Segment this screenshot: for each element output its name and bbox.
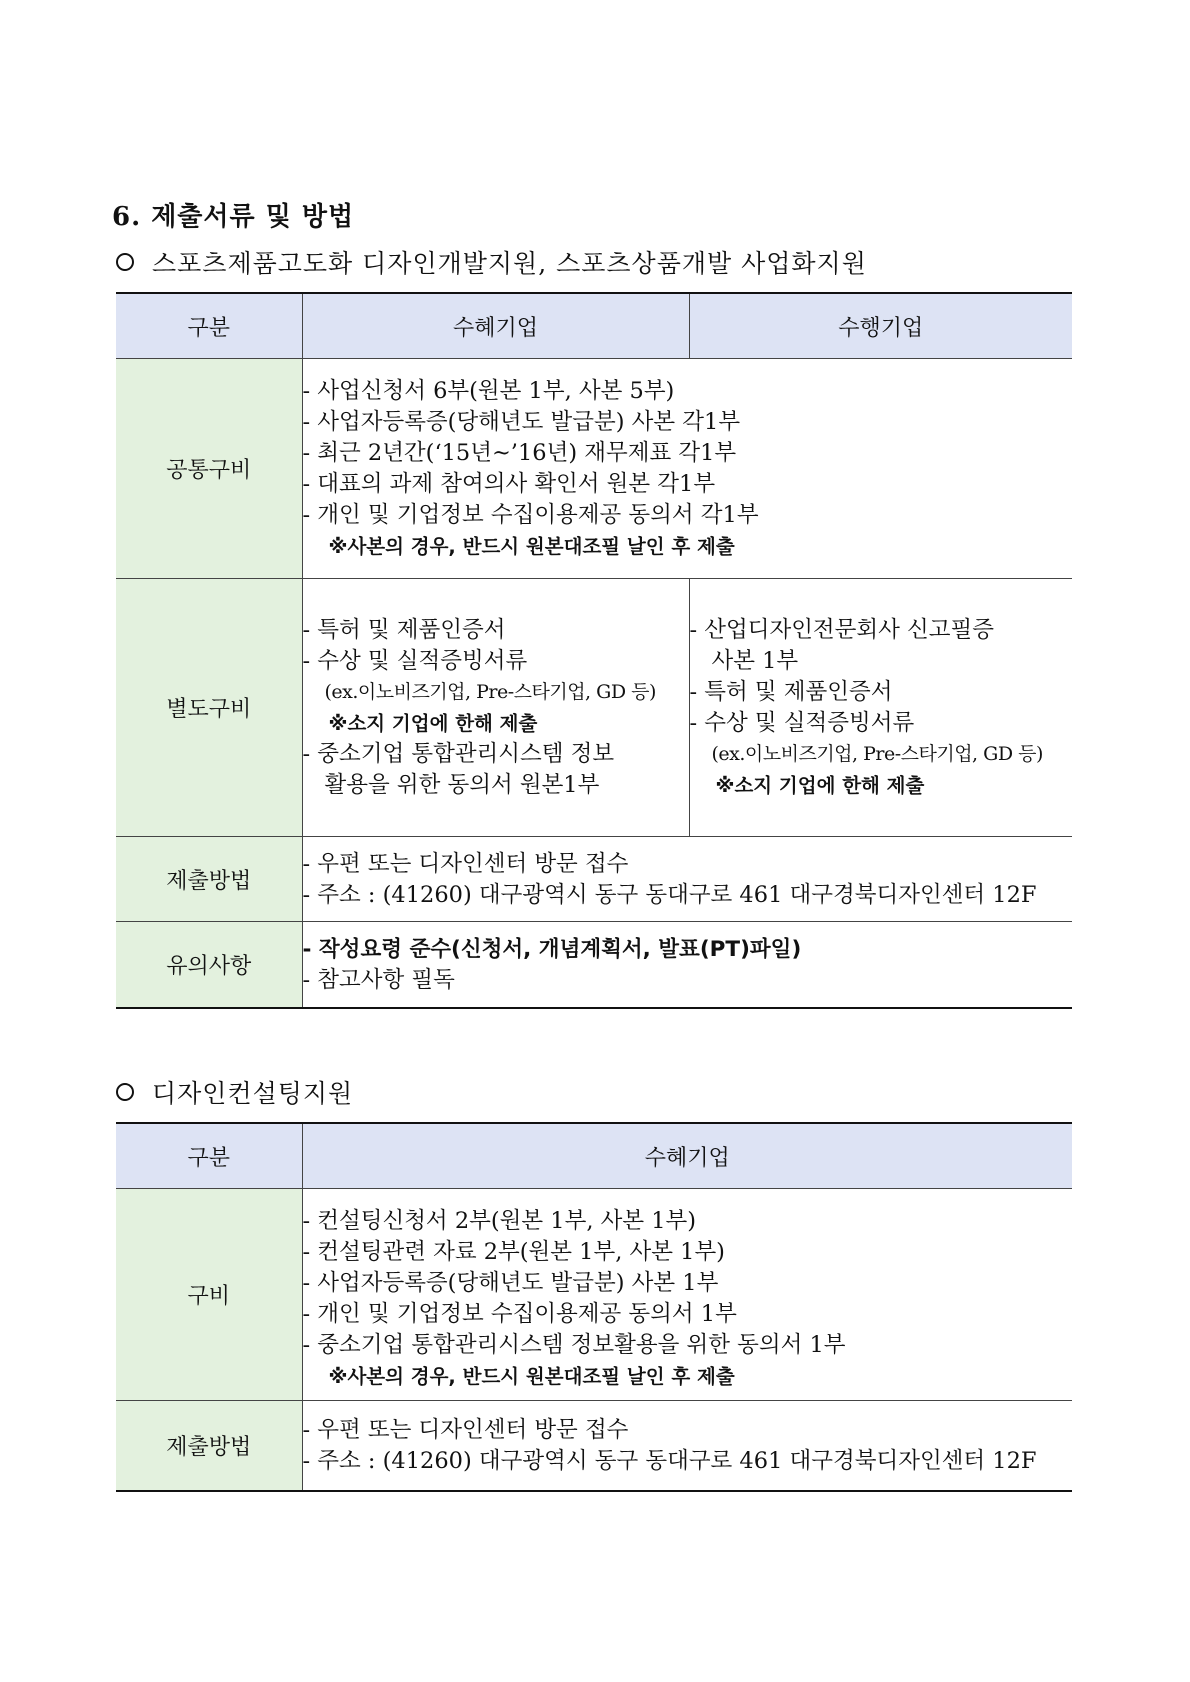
row-label-required: 구비 [116,1189,302,1401]
list-item: - 특허 및 제품인증서 [302,616,506,643]
list-item: - 수상 및 실적증빙서류 [689,709,915,736]
documents-table-2 [116,1122,1072,1492]
list-item: - 우편 또는 디자인센터 방문 접수 [302,851,629,877]
caution-cell [302,922,1072,1008]
table-row-method [116,837,1072,922]
list-item-example: (ex.이노비즈기업, Pre-스타기업, GD 등) [324,680,656,703]
list-item: - 개인 및 기업정보 수집이용제공 동의서 각1부 [302,501,759,528]
section-title: 6. 제출서류 및 방법 [112,202,355,232]
table-row-caution [116,922,1072,1008]
header-beneficiary: 수혜기업 [302,1123,1072,1189]
table-row-common [116,359,1072,579]
table-row-method [116,1401,1072,1491]
note-text: ※사본의 경우, 반드시 원본대조필 날인 후 제출 [328,534,735,558]
row-label-method: 제출방법 [116,1401,302,1491]
list-item-continued: 사본 1부 [711,647,799,674]
header-category: 구분 [116,293,302,359]
method-cell [302,1401,1072,1491]
list-item: - 컨설팅관련 자료 2부(원본 1부, 사본 1부) [302,1238,725,1265]
list-item-emphasis: - 작성요령 준수(신청서, 개념계획서, 발표(PT)파일) [302,937,802,963]
list-item: - 중소기업 통합관리시스템 정보 [302,740,615,767]
row-label-separate: 별도구비 [116,579,302,837]
subsection-title-text: 스포츠제품고도화 디자인개발지원, 스포츠상품개발 사업화지원 [152,249,867,278]
subsection-title-2 [112,1074,353,1110]
table-row-separate [116,579,1072,837]
row-label-caution: 유의사항 [116,922,302,1008]
list-item-continued: 활용을 위한 동의서 원본1부 [324,771,600,798]
subsection-title-text: 디자인컨설팅지원 [152,1079,354,1108]
list-item: - 산업디자인전문회사 신고필증 [689,616,994,643]
list-item-example: (ex.이노비즈기업, Pre-스타기업, GD 등) [711,742,1043,765]
method-cell [302,837,1072,922]
header-category: 구분 [116,1123,302,1189]
subsection-title-1 [112,244,867,280]
list-item: - 주소 : (41260) 대구광역시 동구 동대구로 461 대구경북디자인센터 12F [302,1448,1037,1475]
list-item: - 사업신청서 6부(원본 1부, 사본 5부) [302,377,675,404]
documents-table-1 [116,292,1072,1009]
header-beneficiary: 수혜기업 [302,293,689,359]
list-item: - 컨설팅신청서 2부(원본 1부, 사본 1부) [302,1207,697,1234]
separate-performer-cell [689,579,1072,837]
note-text: ※소지 기업에 한해 제출 [328,711,538,735]
circle-bullet-icon [116,253,134,271]
list-item: - 주소 : (41260) 대구광역시 동구 동대구로 461 대구경북디자인센터 12F [302,882,1037,908]
table-row-required [116,1189,1072,1401]
row-label-common: 공통구비 [116,359,302,579]
list-item: - 중소기업 통합관리시스템 정보활용을 위한 동의서 1부 [302,1331,846,1358]
list-item: - 수상 및 실적증빙서류 [302,647,528,674]
required-docs-cell [302,1189,1072,1401]
list-item: - 최근 2년간(‘15년~’16년) 재무제표 각1부 [302,439,737,466]
header-performer: 수행기업 [689,293,1072,359]
common-docs-cell [302,359,1072,579]
table-header-row [116,293,1072,359]
table-header-row [116,1123,1072,1189]
note-text: ※사본의 경우, 반드시 원본대조필 날인 후 제출 [328,1364,735,1388]
circle-bullet-icon [116,1083,134,1101]
list-item: - 특허 및 제품인증서 [689,678,893,705]
separate-beneficiary-cell [302,579,689,837]
list-item: - 대표의 과제 참여의사 확인서 원본 각1부 [302,470,716,497]
list-item: - 개인 및 기업정보 수집이용제공 동의서 1부 [302,1300,737,1327]
list-item: - 우편 또는 디자인센터 방문 접수 [302,1417,629,1444]
note-text: ※소지 기업에 한해 제출 [715,773,925,797]
list-item: - 사업자등록증(당해년도 발급분) 사본 1부 [302,1269,719,1296]
list-item: - 참고사항 필독 [302,967,455,994]
list-item: - 사업자등록증(당해년도 발급분) 사본 각1부 [302,408,741,435]
row-label-method: 제출방법 [116,837,302,922]
